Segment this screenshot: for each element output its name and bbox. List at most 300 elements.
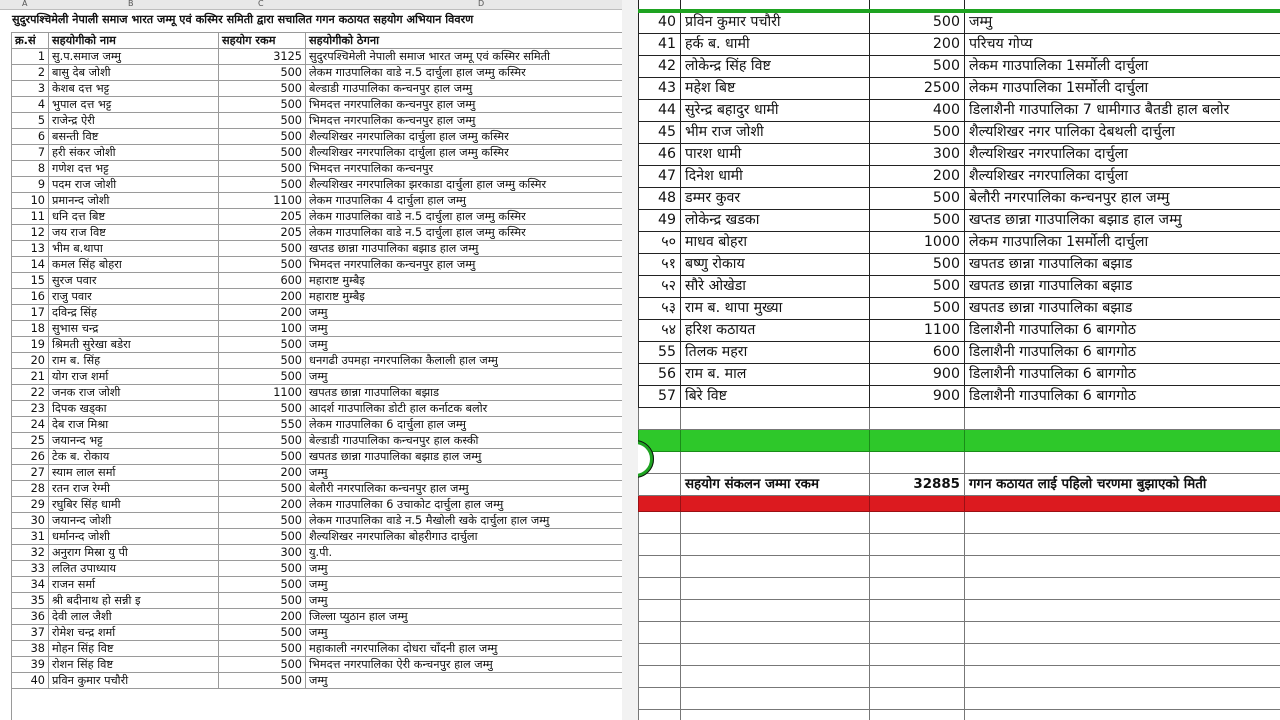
total-label: सहयोग संकलन जम्मा रकम xyxy=(681,474,870,496)
empty-cell xyxy=(965,688,1280,710)
empty-cell xyxy=(965,666,1280,688)
cell-address: शैल्यशिखर नगर पालिका देबथली दार्चुला xyxy=(965,122,1280,144)
cell-sn: 30 xyxy=(12,513,49,529)
cell-amount: 500 xyxy=(219,81,306,97)
cell-name: दविन्द्र सिंह xyxy=(49,305,219,321)
cell-sn: ५३ xyxy=(639,298,681,320)
left-sheet xyxy=(0,0,622,720)
cell-sn: 28 xyxy=(12,481,49,497)
table-row xyxy=(12,129,623,145)
column-letter-b: B xyxy=(128,0,134,8)
cell-amount: 500 xyxy=(219,177,306,193)
cell-name: राजु पवार xyxy=(49,289,219,305)
cell-name: धनि दत्त बिष्ट xyxy=(49,209,219,225)
cell-amount: 900 xyxy=(870,364,965,386)
cell-sn: 22 xyxy=(12,385,49,401)
table-row xyxy=(12,417,623,433)
cell-sn: 19 xyxy=(12,337,49,353)
cell-amount: 205 xyxy=(219,209,306,225)
cell-sn: 27 xyxy=(12,465,49,481)
cell-name: बासु देब जोशी xyxy=(49,65,219,81)
cell-amount: 200 xyxy=(219,609,306,625)
cell-name: लोकेन्द्र सिंह विष्ट xyxy=(681,56,870,78)
table-row xyxy=(639,298,1280,320)
cell-address: आदर्श गाउपालिका डोटी हाल कर्नाटक बलोर xyxy=(306,401,623,417)
table-row xyxy=(12,161,623,177)
empty-cell xyxy=(681,430,870,452)
cell-address: शैल्यशिखर नगरपालिका दार्चुला xyxy=(965,166,1280,188)
cell-address: बेलौरी नगरपालिका कन्चनपुर हाल जम्मु xyxy=(306,481,623,497)
column-letter-a: A xyxy=(22,0,28,8)
cell-sn: 41 xyxy=(639,34,681,56)
table-row xyxy=(639,12,1280,34)
cell-address: जम्मु xyxy=(306,593,623,609)
empty-cell xyxy=(639,578,681,600)
cell-name: राम ब. सिंह xyxy=(49,353,219,369)
cell-address: जम्मु xyxy=(306,305,623,321)
table-row xyxy=(12,257,623,273)
cell-amount: 500 xyxy=(870,276,965,298)
cell-amount: 200 xyxy=(219,289,306,305)
cell-amount: 500 xyxy=(219,657,306,673)
header-amount: सहयोग रकम xyxy=(219,33,306,49)
cell-sn: 37 xyxy=(12,625,49,641)
cell-address: लेकम गाउपालिका 1सर्मोली दार्चुला xyxy=(965,78,1280,100)
column-letter-c: C xyxy=(258,0,264,8)
cell-address: खपतड छान्ना गाउपालिका बझाड xyxy=(965,298,1280,320)
column-letter-d: D xyxy=(478,0,485,8)
empty-cell xyxy=(870,452,965,474)
cell-address: लेकम गाउपालिका 4 दार्चुला हाल जम्मु xyxy=(306,193,623,209)
cell-sn: 55 xyxy=(639,342,681,364)
cell-name: पदम राज जोशी xyxy=(49,177,219,193)
cell-address: लेकम गाउपालिका वाडे न.5 दार्चुला हाल जम्मु कस्मिर xyxy=(306,209,623,225)
table-row xyxy=(12,593,623,609)
table-row xyxy=(12,513,623,529)
cell-name: लोकेन्द्र खडका xyxy=(681,210,870,232)
cell-address: जम्मु xyxy=(306,625,623,641)
cell-sn: ५१ xyxy=(639,254,681,276)
empty-cell xyxy=(639,666,681,688)
empty-cell xyxy=(870,600,965,622)
cell-amount: 100 xyxy=(219,321,306,337)
sheet-title: सुदुरपश्चिमेली नेपाली समाज भारत जम्मू एवं कस्मिर समिती द्वारा सचालित गगन कठायत सहयोग अभियान विवरण xyxy=(12,13,474,26)
cell-amount: 500 xyxy=(219,513,306,529)
table-row xyxy=(12,641,623,657)
cell-name: भीम राज जोशी xyxy=(681,122,870,144)
empty-cell xyxy=(965,644,1280,666)
cell-name: देवी लाल जैशी xyxy=(49,609,219,625)
cell-amount: 500 xyxy=(870,210,965,232)
cell-address: जम्मु xyxy=(965,12,1280,34)
cell-amount: 500 xyxy=(219,369,306,385)
right-sheet xyxy=(638,0,1280,720)
cell-address: जम्मु xyxy=(306,673,623,689)
cell-name: रोमेश चन्द्र शर्मा xyxy=(49,625,219,641)
cell-sn: 29 xyxy=(12,497,49,513)
empty-cell xyxy=(870,688,965,710)
empty-cell xyxy=(870,512,965,534)
cell-name: गणेश दत्त भट्ट xyxy=(49,161,219,177)
cell-address: शैल्यशिखर नगरपालिका दार्चुला xyxy=(965,144,1280,166)
cell-sn: 44 xyxy=(639,100,681,122)
cell-name: सुरेन्द्र बहादुर धामी xyxy=(681,100,870,122)
cell-amount: 205 xyxy=(219,225,306,241)
cell-address: डिलाशैनी गाउपालिका 6 बागगोठ xyxy=(965,320,1280,342)
cell-amount: 200 xyxy=(870,34,965,56)
cell-sn: 34 xyxy=(12,577,49,593)
cell-sn: 2 xyxy=(12,65,49,81)
table-row xyxy=(12,113,623,129)
cell-address: सुदुरपश्चिमेली नेपाली समाज भारत जम्मू एवं कस्मिर समिती xyxy=(306,49,623,65)
cell-amount: 500 xyxy=(219,401,306,417)
empty-cell xyxy=(870,710,965,720)
cell-address: लेकम गाउपालिका वाडे न.5 मैखोली खके दार्चुला हाल जम्मु xyxy=(306,513,623,529)
cell-sn: 36 xyxy=(12,609,49,625)
empty-cell xyxy=(965,556,1280,578)
empty-cell xyxy=(965,710,1280,720)
table-row xyxy=(12,609,623,625)
cell-name: सु.प.समाज जम्मु xyxy=(49,49,219,65)
cell-sn: 14 xyxy=(12,257,49,273)
empty-cell xyxy=(681,512,870,534)
table-row xyxy=(12,353,623,369)
table-row xyxy=(639,342,1280,364)
cell-name: बष्णु रोकाय xyxy=(681,254,870,276)
cell-address: यु.पी. xyxy=(306,545,623,561)
cell-sn: 43 xyxy=(639,78,681,100)
empty-cell xyxy=(870,496,965,512)
empty-cell xyxy=(870,622,965,644)
cell-address: जिल्ला प्युठान हाल जम्मु xyxy=(306,609,623,625)
cell-sn: 21 xyxy=(12,369,49,385)
cell-sn: 26 xyxy=(12,449,49,465)
cell-name: राम ब. माल xyxy=(681,364,870,386)
total-row xyxy=(639,474,1280,496)
empty-cell xyxy=(681,688,870,710)
table-row xyxy=(639,386,1280,408)
empty-cell xyxy=(870,430,965,452)
empty-cell xyxy=(639,622,681,644)
table-row xyxy=(12,209,623,225)
cell-amount: 500 xyxy=(219,481,306,497)
cell-address: लेकम गाउपालिका 6 उचाकोट दार्चुला हाल जम्मु xyxy=(306,497,623,513)
table-row xyxy=(639,34,1280,56)
contribution-table-right xyxy=(638,0,1280,720)
cell-sn: 12 xyxy=(12,225,49,241)
cell-address: महाराष्ट मुम्बैइ xyxy=(306,289,623,305)
table-row xyxy=(12,97,623,113)
empty-cell xyxy=(965,512,1280,534)
table-row xyxy=(639,232,1280,254)
table-row xyxy=(12,657,623,673)
cell-amount: 550 xyxy=(219,417,306,433)
cell-address: खप्तड छान्ना गाउपालिका बझाड हाल जम्मु xyxy=(965,210,1280,232)
cell-sn: 8 xyxy=(12,161,49,177)
cell-amount: 400 xyxy=(870,100,965,122)
empty-row xyxy=(639,512,1280,534)
cell-address: डिलाशैनी गाउपालिका 6 बागगोठ xyxy=(965,342,1280,364)
cell-sn: 16 xyxy=(12,289,49,305)
table-row xyxy=(12,177,623,193)
cell-name: भुपाल दत्त भट्ट xyxy=(49,97,219,113)
cell-name: राम ब. थापा मुख्या xyxy=(681,298,870,320)
cell-address: बेलौरी नगरपालिका कन्चनपुर हाल जम्मु xyxy=(965,188,1280,210)
empty-cell xyxy=(965,452,1280,474)
cell-address: महाकाली नगरपालिका दोधरा चाँदनी हाल जम्मु xyxy=(306,641,623,657)
cell-amount: 1000 xyxy=(870,232,965,254)
cell-name: हर्क ब. धामी xyxy=(681,34,870,56)
cell-address: लेकम गाउपालिका 1सर्मोली दार्चुला xyxy=(965,56,1280,78)
cell-address: खपतड छान्ना गाउपालिका बझाड xyxy=(965,276,1280,298)
table-row xyxy=(12,449,623,465)
empty-cell xyxy=(639,556,681,578)
cell-sn: 20 xyxy=(12,353,49,369)
cell-amount: 500 xyxy=(219,673,306,689)
empty-cell xyxy=(965,534,1280,556)
table-row xyxy=(12,465,623,481)
cell-name: बसन्ती विष्ट xyxy=(49,129,219,145)
cell-name: धर्मानन्द जोशी xyxy=(49,529,219,545)
table-row xyxy=(639,210,1280,232)
cell-address: जम्मु xyxy=(306,577,623,593)
empty-cell xyxy=(681,666,870,688)
panel-divider xyxy=(622,0,638,720)
cell-address: जम्मु xyxy=(306,369,623,385)
table-row xyxy=(639,122,1280,144)
cell-name: स्याम लाल सर्मा xyxy=(49,465,219,481)
cell-name: हरी संकर जोशी xyxy=(49,145,219,161)
table-row xyxy=(12,321,623,337)
empty-cell xyxy=(870,578,965,600)
cell-name: प्रविन कुमार पचौरी xyxy=(681,12,870,34)
empty-cell xyxy=(681,578,870,600)
cell-amount: 500 xyxy=(219,129,306,145)
empty-cell xyxy=(681,534,870,556)
table-row xyxy=(12,433,623,449)
cell-sn: 24 xyxy=(12,417,49,433)
cell-amount: 500 xyxy=(219,145,306,161)
cell-sn: 23 xyxy=(12,401,49,417)
empty-row xyxy=(639,600,1280,622)
cell-sn: 56 xyxy=(639,364,681,386)
cell-name: योग राज शर्मा xyxy=(49,369,219,385)
empty-cell xyxy=(639,474,681,496)
empty-row xyxy=(639,556,1280,578)
empty-cell xyxy=(965,578,1280,600)
cell-address: जम्मु xyxy=(306,321,623,337)
empty-cell xyxy=(681,600,870,622)
cell-name: डम्मर कुवर xyxy=(681,188,870,210)
table-row xyxy=(12,401,623,417)
cell-amount: 500 xyxy=(219,561,306,577)
cell-name: अनुराग मिस्रा यु पी xyxy=(49,545,219,561)
table-row xyxy=(12,193,623,209)
cell-amount: 500 xyxy=(219,449,306,465)
cell-name: रोशन सिंह विष्ट xyxy=(49,657,219,673)
cell-name: टेक ब. रोकाय xyxy=(49,449,219,465)
cell-name: मोहन सिंह विष्ट xyxy=(49,641,219,657)
cell-amount: 500 xyxy=(870,298,965,320)
cell-amount: 500 xyxy=(219,529,306,545)
table-row xyxy=(12,241,623,257)
cell-amount: 200 xyxy=(219,497,306,513)
header-name: सहयोगीको नाम xyxy=(49,33,219,49)
cell-address: शैल्यशिखर नगरपालिका झरकाडा दार्चुला हाल जम्मु कस्मिर xyxy=(306,177,623,193)
cell-sn: ५४ xyxy=(639,320,681,342)
cell-sn: 47 xyxy=(639,166,681,188)
cell-sn: 48 xyxy=(639,188,681,210)
cell-name: केशब दत्त भट्ट xyxy=(49,81,219,97)
cell-amount: 500 xyxy=(219,161,306,177)
total-amount: 32885 xyxy=(870,474,965,496)
cell-name: प्रमानन्द जोशी xyxy=(49,193,219,209)
table-row xyxy=(639,254,1280,276)
green-highlight-row xyxy=(639,430,1280,452)
cell-address: खपतड छान्ना गाउपालिका बझाड हाल जम्मु xyxy=(306,449,623,465)
table-row xyxy=(639,144,1280,166)
cell-sn: 57 xyxy=(639,386,681,408)
table-row xyxy=(639,56,1280,78)
cell-name: देब राज मिश्रा xyxy=(49,417,219,433)
cell-amount: 1100 xyxy=(870,320,965,342)
empty-cell xyxy=(965,622,1280,644)
cell-sn: 40 xyxy=(12,673,49,689)
cell-amount: 500 xyxy=(870,122,965,144)
cell-amount: 2500 xyxy=(870,78,965,100)
cell-amount: 600 xyxy=(870,342,965,364)
empty-row xyxy=(639,534,1280,556)
total-note: गगन कठायत लाई पहिलो चरणमा बुझाएको मिती xyxy=(965,474,1280,496)
cell-sn: 13 xyxy=(12,241,49,257)
cell-sn: 5 xyxy=(12,113,49,129)
empty-row xyxy=(639,710,1280,720)
table-row xyxy=(639,320,1280,342)
cell-sn: 25 xyxy=(12,433,49,449)
empty-row xyxy=(639,644,1280,666)
cell-amount: 3125 xyxy=(219,49,306,65)
cell-address: लेकम गाउपालिका वाडे न.5 दार्चुला हाल जम्मु कस्मिर xyxy=(306,225,623,241)
cell-name: रतन राज रेग्मी xyxy=(49,481,219,497)
table-row xyxy=(12,497,623,513)
cell-sn: 46 xyxy=(639,144,681,166)
cell-amount: 500 xyxy=(870,12,965,34)
empty-cell xyxy=(681,496,870,512)
cell-amount: 300 xyxy=(219,545,306,561)
cell-sn: 38 xyxy=(12,641,49,657)
cell-name: राजन सर्मा xyxy=(49,577,219,593)
cell-name: कमल सिंह बोहरा xyxy=(49,257,219,273)
empty-cell xyxy=(639,408,681,430)
cell-sn: ५० xyxy=(639,232,681,254)
empty-cell xyxy=(639,496,681,512)
header-sn: क्र.सं xyxy=(12,33,49,49)
cell-amount: 500 xyxy=(870,56,965,78)
cell-address: बेल्डाडी गाउपालिका कन्चनपुर हाल जम्मु xyxy=(306,81,623,97)
table-row xyxy=(639,364,1280,386)
table-row xyxy=(12,49,623,65)
cell-address: भिमदत्त नगरपालिका कन्चनपुर हाल जम्मु xyxy=(306,97,623,113)
cell-sn: 33 xyxy=(12,561,49,577)
cell-sn: 15 xyxy=(12,273,49,289)
cell-name: जयानन्द भट्ट xyxy=(49,433,219,449)
empty-row xyxy=(639,666,1280,688)
table-row xyxy=(639,100,1280,122)
cell-name: बिरे विष्ट xyxy=(681,386,870,408)
cell-address: खपतड छान्ना गाउपालिका बझाड xyxy=(306,385,623,401)
table-row xyxy=(639,78,1280,100)
cell-amount: 500 xyxy=(219,241,306,257)
table-row xyxy=(12,577,623,593)
empty-cell xyxy=(870,556,965,578)
table-row xyxy=(639,166,1280,188)
cell-name: रघुबिर सिंह धामी xyxy=(49,497,219,513)
cell-sn: 17 xyxy=(12,305,49,321)
cell-amount: 500 xyxy=(870,188,965,210)
empty-cell xyxy=(965,600,1280,622)
table-row xyxy=(639,188,1280,210)
cell-address: लेकम गाउपालिका 6 दार्चुला हाल जम्मु xyxy=(306,417,623,433)
cell-amount: 500 xyxy=(219,577,306,593)
empty-row xyxy=(639,408,1280,430)
cell-address: धनगढी उपमहा नगरपालिका कैलाली हाल जम्मु xyxy=(306,353,623,369)
cell-amount: 500 xyxy=(219,97,306,113)
cell-amount: 200 xyxy=(219,305,306,321)
empty-row xyxy=(639,578,1280,600)
table-row xyxy=(12,65,623,81)
table-row xyxy=(12,545,623,561)
cell-name: जनक राज जोशी xyxy=(49,385,219,401)
cell-name: पारश धामी xyxy=(681,144,870,166)
cell-sn: 49 xyxy=(639,210,681,232)
cell-address: डिलाशैनी गाउपालिका 6 बागगोठ xyxy=(965,386,1280,408)
cell-amount: 500 xyxy=(219,257,306,273)
cell-address: भिमदत्त नगरपालिका कन्चनपुर हाल जम्मु xyxy=(306,257,623,273)
green-top-border xyxy=(638,9,1280,13)
cell-amount: 900 xyxy=(870,386,965,408)
cell-amount: 200 xyxy=(219,465,306,481)
empty-cell xyxy=(681,644,870,666)
cell-sn: 3 xyxy=(12,81,49,97)
cell-sn: 4 xyxy=(12,97,49,113)
cell-amount: 200 xyxy=(870,166,965,188)
cell-address: लेकम गाउपालिका वाडे न.5 दार्चुला हाल जम्मु कस्मिर xyxy=(306,65,623,81)
empty-cell xyxy=(965,430,1280,452)
cell-address: शैल्यशिखर नगरपालिका दार्चुला हाल जम्मु कस्मिर xyxy=(306,129,623,145)
cell-address: डिलाशैनी गाउपालिका 7 धामीगाउ बैतडी हाल बलोर xyxy=(965,100,1280,122)
cell-address: शैल्यशिखर नगरपालिका दार्चुला हाल जम्मु कस्मिर xyxy=(306,145,623,161)
cell-address: परिचय गोप्य xyxy=(965,34,1280,56)
cell-amount: 500 xyxy=(219,113,306,129)
cell-name: तिलक महरा xyxy=(681,342,870,364)
cell-sn: 9 xyxy=(12,177,49,193)
empty-row xyxy=(639,622,1280,644)
empty-cell xyxy=(870,408,965,430)
table-row xyxy=(12,81,623,97)
cell-address: महाराष्ट मुम्बैइ xyxy=(306,273,623,289)
red-highlight-row xyxy=(639,496,1280,512)
cell-address: बेल्डाडी गाउपालिका कन्चनपुर हाल कस्की xyxy=(306,433,623,449)
cell-address: भिमदत्त नगरपालिका कन्चनपुर xyxy=(306,161,623,177)
cell-sn: 10 xyxy=(12,193,49,209)
table-row xyxy=(12,305,623,321)
empty-cell xyxy=(681,408,870,430)
cell-address: लेकम गाउपालिका 1सर्मोली दार्चुला xyxy=(965,232,1280,254)
cell-address: जम्मु xyxy=(306,465,623,481)
cell-name: प्रविन कुमार पचौरी xyxy=(49,673,219,689)
cell-sn: 31 xyxy=(12,529,49,545)
cell-name: सौरे ओखेडा xyxy=(681,276,870,298)
